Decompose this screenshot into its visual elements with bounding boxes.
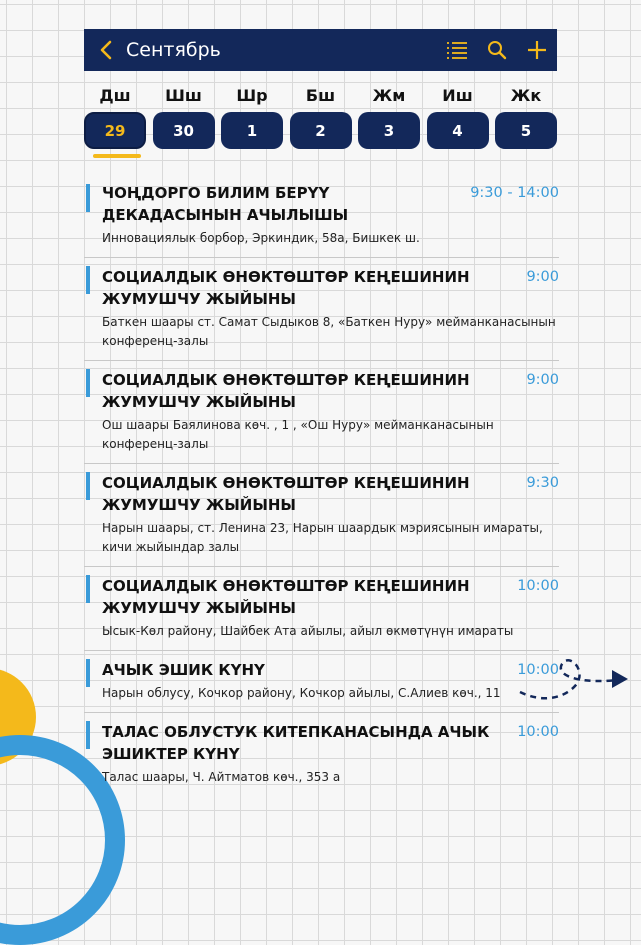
event-list [84,176,559,796]
event-accent-bar [86,184,90,212]
event-title: СОЦИАЛДЫК ӨНӨКТӨШТӨР КЕҢЕШИНИН ЖУМУШЧУ ЖЫЙЫНЫ [102,371,470,411]
date-button[interactable]: 30 [153,112,215,149]
week-strip [84,86,557,149]
event-location: Баткен шаары ст. Самат Сыдыков 8, «Баткен Нуру» мейманканасынын конференц-залы [102,315,556,348]
weekday-label: Дш [99,86,131,105]
selected-date-underline [93,154,141,158]
event-accent-bar [86,266,90,294]
event-location: Ош шаары Баялинова көч. , 1 , «Ош Нуру» мейманканасынын конференц-залы [102,418,494,451]
date-button-selected[interactable]: 29 [84,112,146,149]
date-button[interactable]: 3 [358,112,420,149]
event-title: АЧЫК ЭШИК КҮНҮ [102,661,265,679]
date-buttons [84,112,557,149]
event-time: 9:00 [526,372,559,388]
date-button[interactable]: 4 [427,112,489,149]
event-time: 10:00 [517,662,559,678]
event-item[interactable] [84,176,559,258]
weekday-label: Бш [305,86,336,105]
date-button[interactable]: 5 [495,112,557,149]
date-button[interactable]: 1 [221,112,283,149]
event-accent-bar [86,721,90,749]
event-location: Нарын шаары, ст. Ленина 23, Нарын шаардык мэриясынын имараты, кичи жыйындар залы [102,521,543,554]
event-item[interactable] [84,567,559,651]
event-time: 10:00 [517,578,559,594]
date-button[interactable]: 2 [290,112,352,149]
event-accent-bar [86,369,90,397]
calendar-header [84,29,557,71]
event-title: СОЦИАЛДЫК ӨНӨКТӨШТӨР КЕҢЕШИНИН ЖУМУШЧУ ЖЫЙЫНЫ [102,268,470,308]
list-icon[interactable] [437,41,477,59]
weekday-label: Шш [165,86,202,105]
event-item[interactable] [84,258,559,361]
weekday-label: Иш [442,86,473,105]
plus-icon[interactable] [517,40,557,60]
event-time: 9:30 [526,475,559,491]
event-location: Инновациялык борбор, Эркиндик, 58а, Бишкек ш. [102,231,420,245]
chevron-left-icon[interactable] [88,40,124,60]
event-location: Нарын облусу, Кочкор району, Кочкор айылы, С.Алиев көч., 11 [102,686,501,700]
event-item[interactable] [84,713,559,796]
event-accent-bar [86,575,90,603]
search-icon[interactable] [477,40,517,60]
event-time: 10:00 [517,724,559,740]
weekday-label: Жк [510,86,542,105]
event-item[interactable] [84,361,559,464]
weekday-label: Шр [236,86,268,105]
event-location: Ысык-Көл району, Шайбек Ата айылы, айыл өкмөтүнүн имараты [102,624,514,638]
event-time: 9:00 [526,269,559,285]
event-time: 9:30 - 14:00 [470,185,559,201]
event-item[interactable] [84,464,559,567]
event-title: СОЦИАЛДЫК ӨНӨКТӨШТӨР КЕҢЕШИНИН ЖУМУШЧУ ЖЫЙЫНЫ [102,577,470,617]
weekday-label: Жм [372,86,406,105]
weekday-labels [84,86,557,105]
event-item[interactable] [84,651,559,713]
event-title: СОЦИАЛДЫК ӨНӨКТӨШТӨР КЕҢЕШИНИН ЖУМУШЧУ ЖЫЙЫНЫ [102,474,470,514]
event-accent-bar [86,472,90,500]
event-title: ТАЛАС ОБЛУСТУК КИТЕПКАНАСЫНДА АЧЫК ЭШИКТЕР КҮНҮ [102,723,490,763]
event-accent-bar [86,659,90,687]
event-title: ЧОҢДОРГО БИЛИМ БЕРҮҮ ДЕКАДАСЫНЫН АЧЫЛЫШЫ [102,184,349,224]
event-location: Талас шаары, Ч. Айтматов көч., 353 а [102,770,341,784]
month-title: Сентябрь [126,39,221,61]
